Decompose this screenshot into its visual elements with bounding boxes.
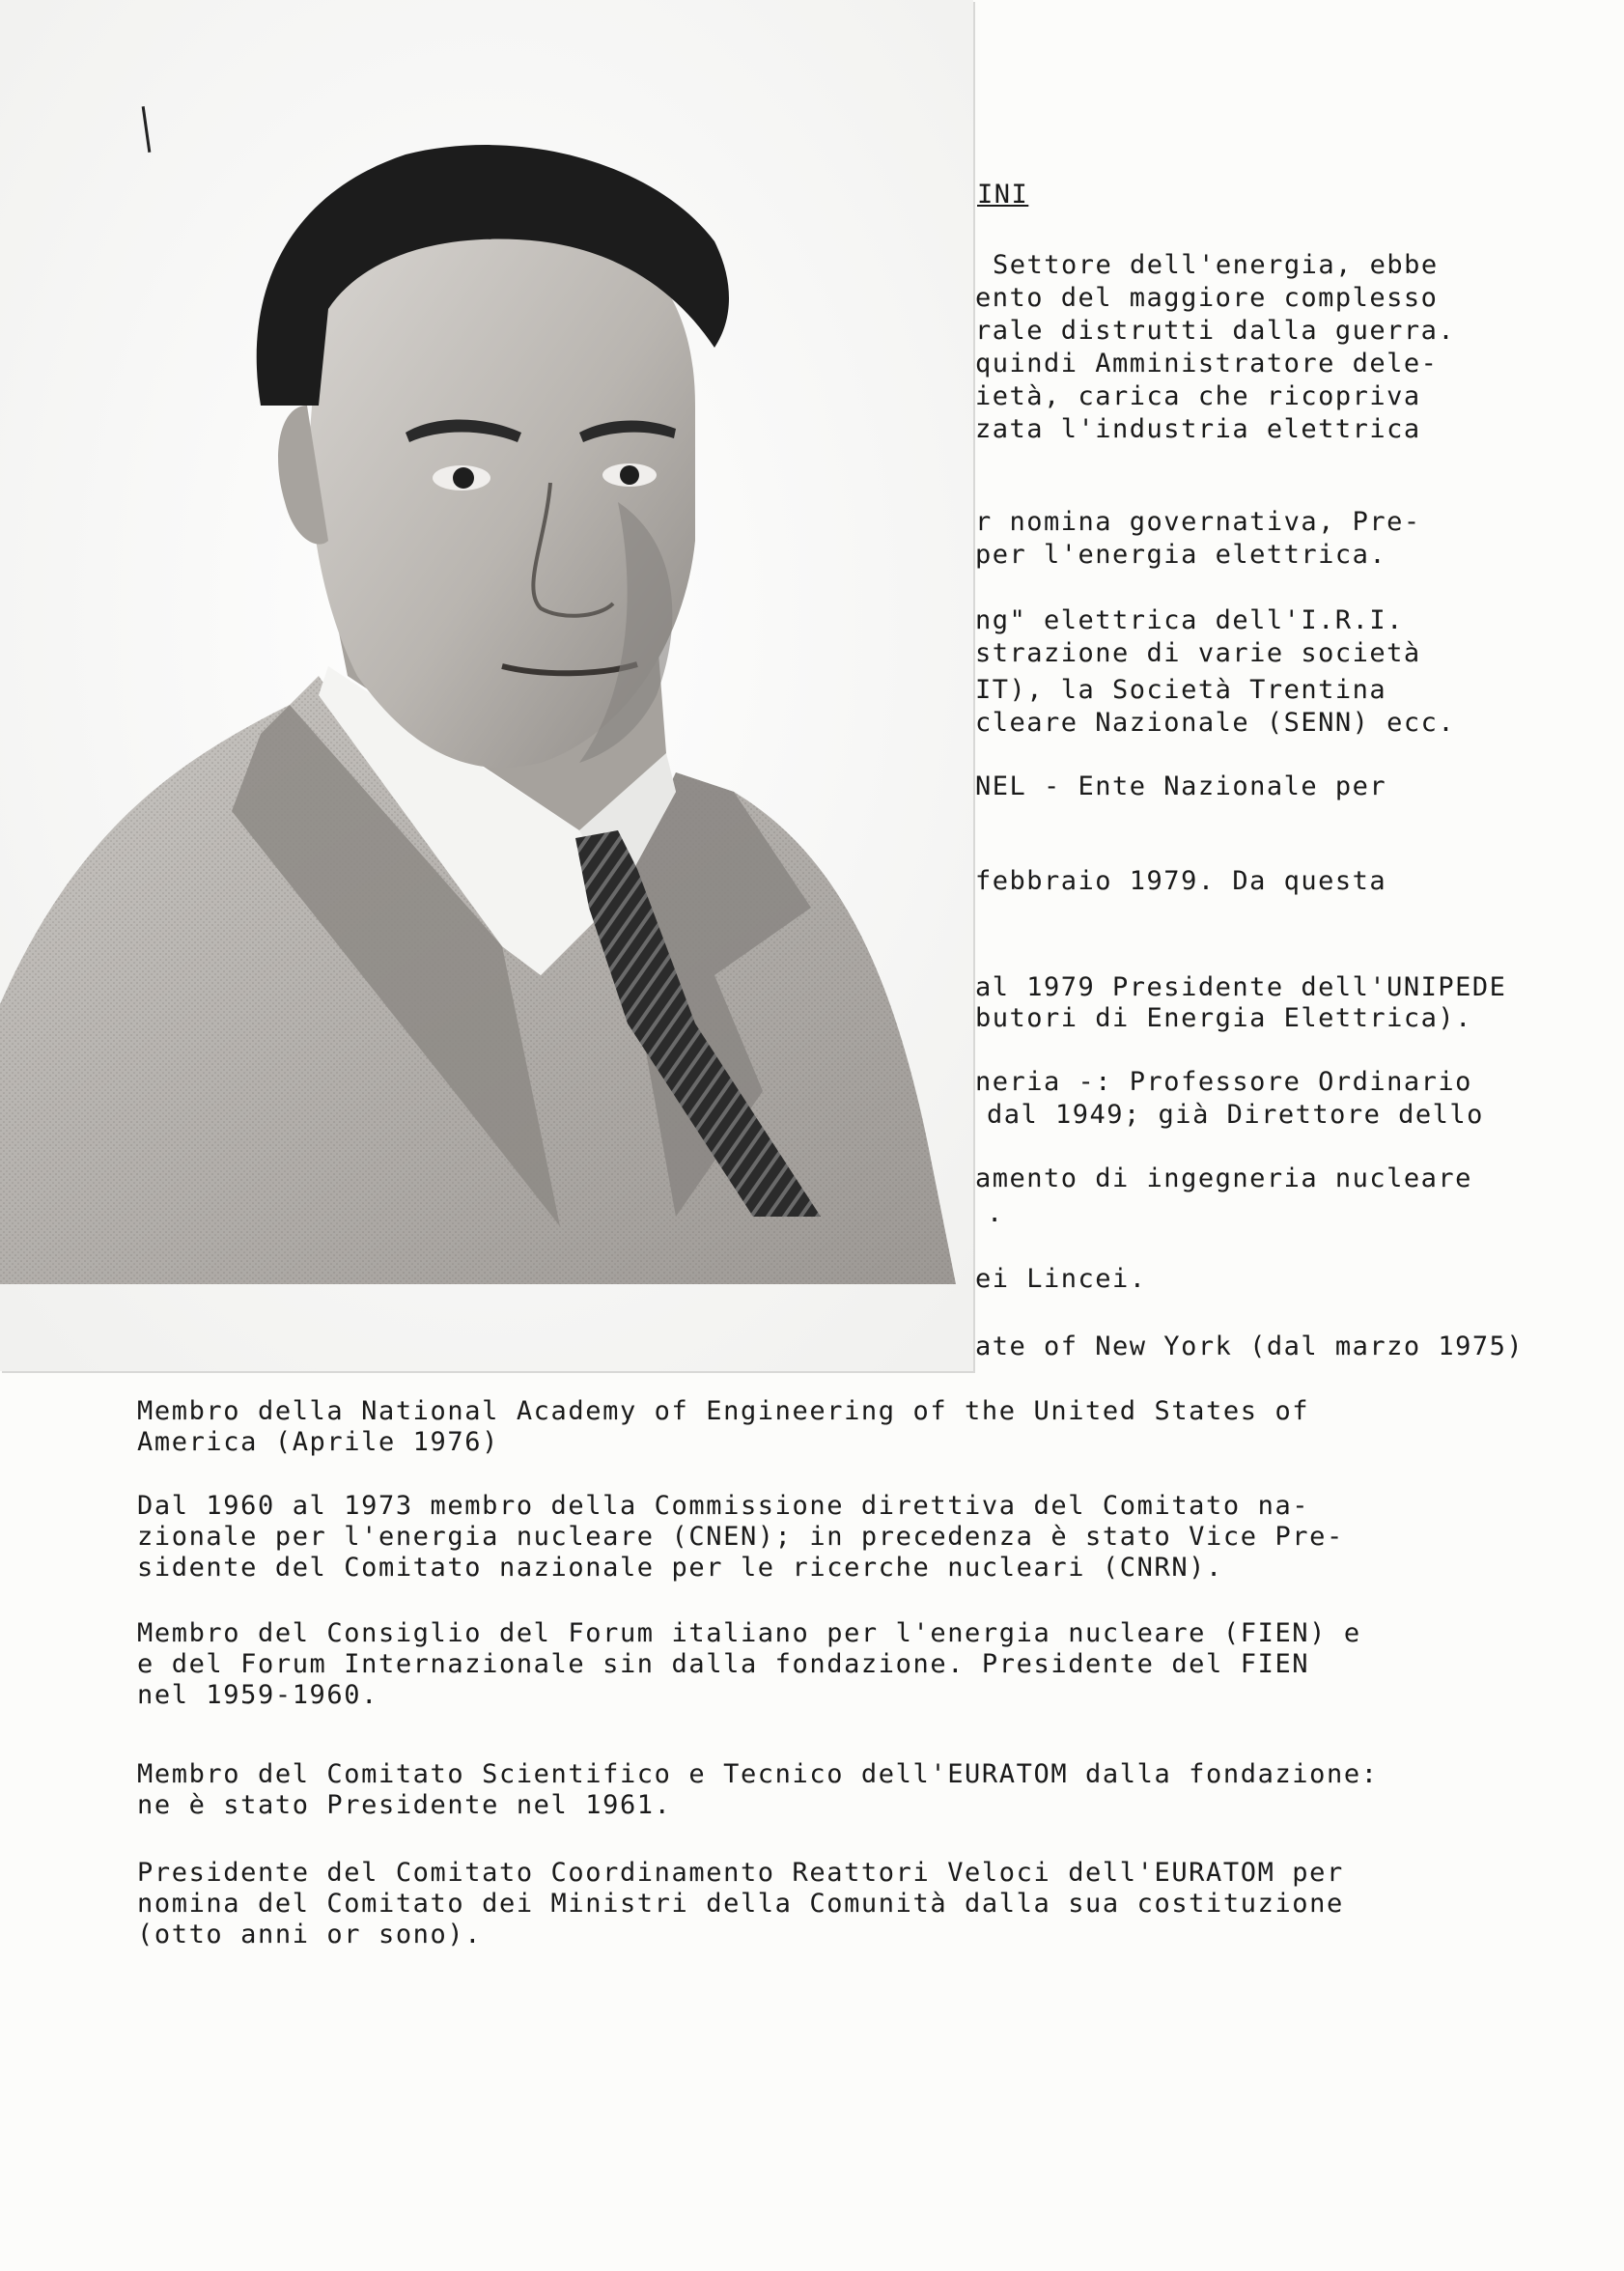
- right-column-line: cleare Nazionale (SENN) ecc.: [975, 708, 1456, 738]
- right-column-line: per l'energia elettrica.: [975, 540, 1387, 570]
- right-column-line: quindi Amministratore dele-: [975, 349, 1439, 378]
- right-column-line: ento del maggiore complesso: [975, 283, 1439, 313]
- right-column-line: rale distrutti dalla guerra.: [975, 316, 1456, 346]
- paragraph-line: Membro della National Academy of Engineering of the United States of: [137, 1396, 1310, 1426]
- paragraph-line: (otto anni or sono).: [137, 1920, 483, 1949]
- paragraph-line: Membro del Consiglio del Forum italiano per l'energia nucleare (FIEN) e: [137, 1618, 1361, 1648]
- right-column-line: butori di Energia Elettrica).: [975, 1003, 1472, 1033]
- right-column-line: ei Lincei.: [975, 1264, 1147, 1294]
- paragraph: [137, 1858, 1566, 1950]
- paragraph-line: sidente del Comitato nazionale per le ricerche nucleari (CNRN).: [137, 1553, 1223, 1583]
- right-column-line: febbraio 1979. Da questa: [975, 866, 1387, 896]
- paragraph-line: Presidente del Comitato Coordinamento Reattori Veloci dell'EURATOM per: [137, 1858, 1344, 1888]
- right-column-line: r nomina governativa, Pre-: [975, 507, 1421, 537]
- portrait-photo: [0, 0, 973, 1371]
- paragraph: [137, 1491, 1566, 1584]
- paragraph: [137, 1396, 1566, 1458]
- right-column-line: al 1979 Presidente dell'UNIPEDE: [975, 972, 1507, 1002]
- right-column-line: ng" elettrica dell'I.R.I.: [975, 605, 1404, 635]
- right-column-line: amento di ingegneria nucleare: [975, 1164, 1472, 1193]
- paragraph-line: e del Forum Internazionale sin dalla fondazione. Presidente del FIEN: [137, 1649, 1310, 1679]
- right-column-line: Settore dell'energia, ebbe: [993, 250, 1439, 280]
- paragraph-line: America (Aprile 1976): [137, 1427, 499, 1457]
- document-title-fragment: INI: [977, 180, 1029, 210]
- paragraph-line: nel 1959-1960.: [137, 1680, 378, 1710]
- right-column-line: IT), la Società Trentina: [975, 675, 1387, 705]
- right-column-line: strazione di varie società: [975, 638, 1421, 668]
- right-column-line: NEL - Ente Nazionale per: [975, 771, 1387, 801]
- paragraph-line: zionale per l'energia nucleare (CNEN); in precedenza è stato Vice Pre-: [137, 1522, 1344, 1552]
- right-column-line: zata l'industria elettrica: [975, 414, 1421, 444]
- paragraph-line: Membro del Comitato Scientifico e Tecnico dell'EURATOM dalla fondazione:: [137, 1759, 1379, 1789]
- right-column-line: dal 1949; già Direttore dello: [987, 1100, 1484, 1130]
- right-column-line: .: [987, 1198, 1004, 1228]
- right-column-line: neria -: Professore Ordinario: [975, 1067, 1472, 1097]
- paragraph: [137, 1759, 1566, 1821]
- paragraph-line: ne è stato Presidente nel 1961.: [137, 1790, 672, 1820]
- paragraph: [137, 1618, 1566, 1711]
- right-column-line: ate of New York (dal marzo 1975): [975, 1332, 1525, 1361]
- paragraph-line: nomina del Comitato dei Ministri della Comunità dalla sua costituzione: [137, 1889, 1344, 1919]
- right-column-line: ietà, carica che ricopriva: [975, 381, 1421, 411]
- paragraph-line: Dal 1960 al 1973 membro della Commissione direttiva del Comitato na-: [137, 1491, 1310, 1521]
